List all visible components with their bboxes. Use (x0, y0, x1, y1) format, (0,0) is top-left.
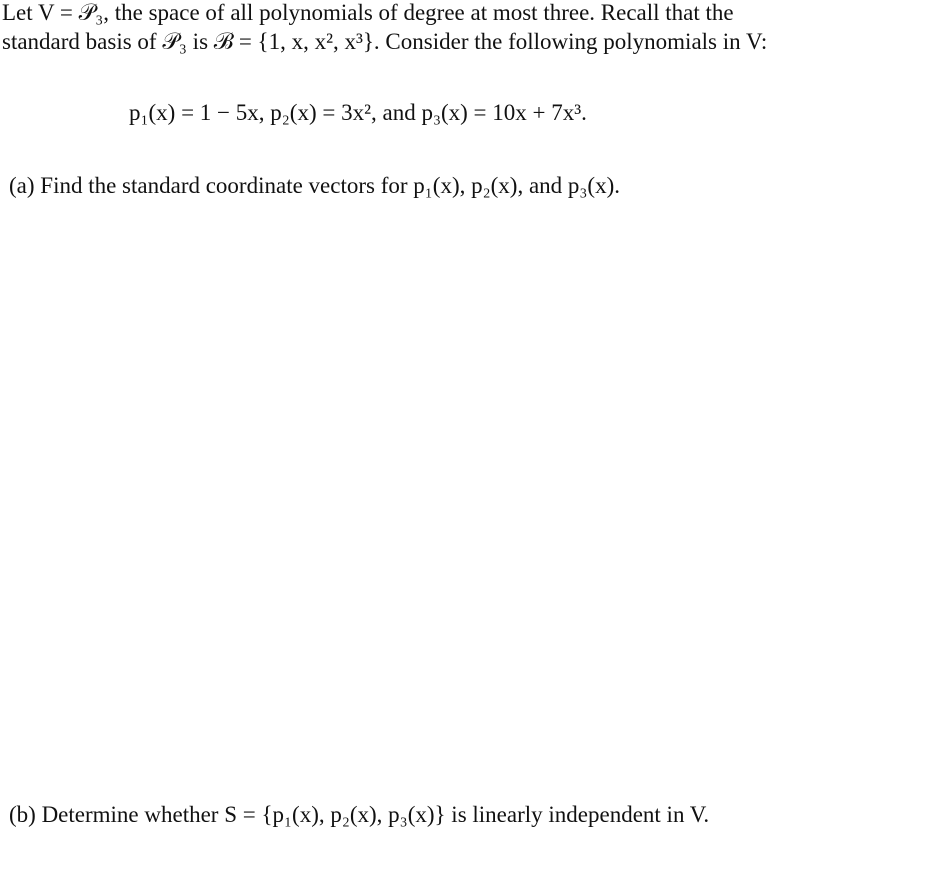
part-a-question: (a) Find the standard coordinate vectors for p₁(x), p₂(x), and p₃(x). (9, 173, 620, 198)
problem-intro-line-1: Let V = 𝒫₃, the space of all polynomials of degree at most three. Recall that the (2, 0, 734, 25)
answer-space (0, 215, 932, 790)
problem-intro-line-2: standard basis of 𝒫₃ is ℬ = {1, x, x², x³}. Consider the following polynomials in V: (2, 29, 768, 54)
polynomial-definitions: p₁(x) = 1 − 5x, p₂(x) = 3x², and p₃(x) = 10x + 7x³. (129, 100, 587, 125)
part-b-question: (b) Determine whether S = {p₁(x), p₂(x), p₃(x)} is linearly independent in V. (9, 802, 710, 827)
